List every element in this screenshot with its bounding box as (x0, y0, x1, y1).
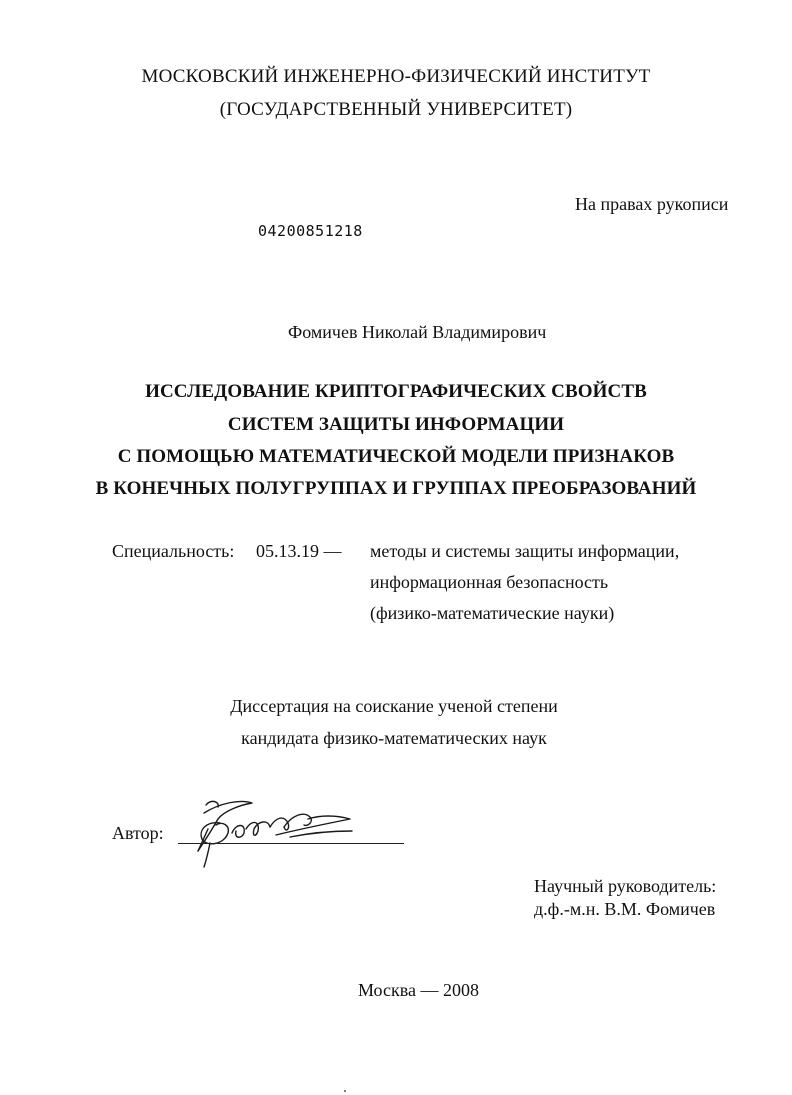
title-line: В КОНЕЧНЫХ ПОЛУГРУППАХ И ГРУППАХ ПРЕОБРАЗОВАНИЙ (95, 478, 697, 499)
manuscript-note: На правах рукописи (575, 194, 729, 214)
specialty-label: Специальность: (112, 541, 235, 561)
author-name: Фомичев Николай Владимирович (288, 322, 547, 342)
author-signature-label: Автор: (112, 823, 164, 843)
signature-line (178, 843, 404, 844)
city-year: Москва — 2008 (358, 980, 479, 1000)
specialty-description-line: (физико-математические науки) (370, 603, 615, 623)
scan-speck (344, 1090, 346, 1092)
archive-id: 04200851218 (258, 222, 363, 240)
specialty-description-line: методы и системы защиты информации, (370, 541, 680, 561)
institution-name: МОСКОВСКИЙ ИНЖЕНЕРНО-ФИЗИЧЕСКИЙ ИНСТИТУТ (141, 66, 651, 87)
degree-line: кандидата физико-математических наук (241, 728, 547, 748)
title-line: С ПОМОЩЬЮ МАТЕМАТИЧЕСКОЙ МОДЕЛИ ПРИЗНАКОВ (117, 446, 675, 467)
specialty-description-line: информационная безопасность (370, 572, 609, 592)
title-line: СИСТЕМ ЗАЩИТЫ ИНФОРМАЦИИ (227, 414, 565, 435)
supervisor-name: д.ф.-м.н. В.М. Фомичев (534, 899, 716, 919)
degree-line: Диссертация на соискание ученой степени (230, 696, 558, 716)
supervisor-label: Научный руководитель: (534, 876, 717, 896)
specialty-code: 05.13.19 — (256, 541, 342, 561)
title-line: ИССЛЕДОВАНИЕ КРИПТОГРАФИЧЕСКИХ СВОЙСТВ (145, 381, 647, 402)
institution-status: (ГОСУДАРСТВЕННЫЙ УНИВЕРСИТЕТ) (219, 99, 573, 120)
signature-image (180, 793, 360, 869)
